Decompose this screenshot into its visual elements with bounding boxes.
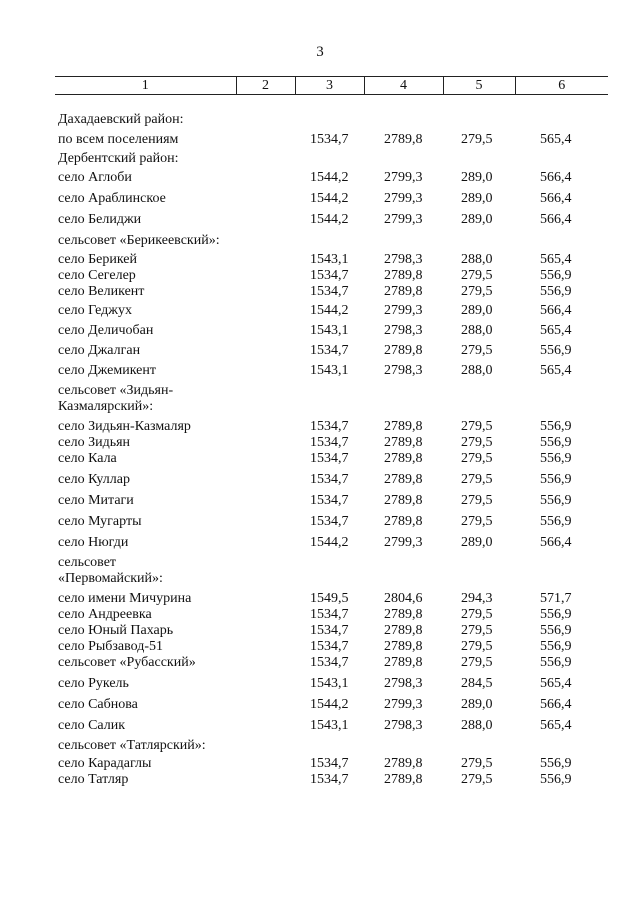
- cell-col-6: 556,9: [540, 451, 572, 466]
- cell-col-6: 556,9: [540, 623, 572, 638]
- header-col-5: 5: [443, 77, 515, 95]
- cell-col-3: 1534,7: [310, 132, 349, 147]
- cell-col-5: 279,5: [461, 756, 493, 771]
- cell-col-3: 1534,7: [310, 435, 349, 450]
- table-row: [58, 170, 618, 186]
- table-row: [58, 591, 618, 607]
- cell-col-5: 279,5: [461, 514, 493, 529]
- header-col-2: 2: [236, 77, 295, 95]
- cell-col-6: 556,9: [540, 435, 572, 450]
- row-label: сельсовет «Первомайский»:: [58, 555, 163, 586]
- row-label: село имени Мичурина: [58, 591, 192, 606]
- cell-col-4: 2789,8: [384, 493, 423, 508]
- table-row: [58, 772, 618, 788]
- table-row: [58, 756, 618, 772]
- cell-col-4: 2789,8: [384, 343, 423, 358]
- table-row: [58, 233, 618, 249]
- cell-col-3: 1544,2: [310, 212, 349, 227]
- cell-col-5: 288,0: [461, 363, 493, 378]
- table-row: [58, 268, 618, 284]
- cell-col-3: 1534,7: [310, 343, 349, 358]
- cell-col-6: 556,9: [540, 419, 572, 434]
- table-row: [58, 284, 618, 300]
- row-label: село Андреевка: [58, 607, 152, 622]
- table-row: [58, 607, 618, 623]
- table-row: [58, 718, 618, 734]
- cell-col-4: 2798,3: [384, 323, 423, 338]
- cell-col-5: 279,5: [461, 451, 493, 466]
- cell-col-4: 2799,3: [384, 697, 423, 712]
- table-row: [58, 363, 618, 379]
- cell-col-5: 279,5: [461, 772, 493, 787]
- cell-col-5: 284,5: [461, 676, 493, 691]
- row-label: сельсовет «Татлярский»:: [58, 738, 206, 753]
- table-row: [58, 555, 618, 587]
- cell-col-4: 2799,3: [384, 535, 423, 550]
- cell-col-3: 1544,2: [310, 303, 349, 318]
- cell-col-3: 1534,7: [310, 514, 349, 529]
- row-label: по всем поселениям: [58, 132, 179, 147]
- header-col-1: 1: [55, 77, 236, 95]
- row-label: село Геджух: [58, 303, 132, 318]
- cell-col-5: 289,0: [461, 170, 493, 185]
- table-row: [58, 738, 618, 754]
- row-label: село Рукель: [58, 676, 129, 691]
- cell-col-5: 279,5: [461, 284, 493, 299]
- cell-col-6: 565,4: [540, 323, 572, 338]
- table-row: [58, 343, 618, 359]
- cell-col-6: 556,9: [540, 493, 572, 508]
- cell-col-3: 1544,2: [310, 535, 349, 550]
- cell-col-5: 289,0: [461, 535, 493, 550]
- row-label: село Джалган: [58, 343, 141, 358]
- cell-col-6: 571,7: [540, 591, 572, 606]
- cell-col-4: 2799,3: [384, 212, 423, 227]
- row-label: село Сегелер: [58, 268, 136, 283]
- cell-col-3: 1543,1: [310, 252, 349, 267]
- cell-col-3: 1534,7: [310, 655, 349, 670]
- cell-col-6: 556,9: [540, 607, 572, 622]
- table-row: [58, 252, 618, 268]
- cell-col-4: 2799,3: [384, 170, 423, 185]
- cell-col-6: 566,4: [540, 535, 572, 550]
- cell-col-3: 1543,1: [310, 718, 349, 733]
- cell-col-6: 566,4: [540, 170, 572, 185]
- cell-col-3: 1549,5: [310, 591, 349, 606]
- cell-col-5: 279,5: [461, 655, 493, 670]
- cell-col-3: 1534,7: [310, 419, 349, 434]
- table-row: [58, 323, 618, 339]
- table-row: [58, 697, 618, 713]
- table-row: [58, 383, 618, 415]
- header-col-4: 4: [364, 77, 443, 95]
- cell-col-4: 2789,8: [384, 514, 423, 529]
- cell-col-4: 2798,3: [384, 676, 423, 691]
- row-label: село Аглоби: [58, 170, 132, 185]
- table-row: [58, 676, 618, 692]
- row-label: Дахадаевский район:: [58, 112, 184, 127]
- cell-col-5: 289,0: [461, 303, 493, 318]
- cell-col-4: 2789,8: [384, 772, 423, 787]
- cell-col-6: 565,4: [540, 132, 572, 147]
- cell-col-3: 1543,1: [310, 363, 349, 378]
- cell-col-4: 2789,8: [384, 284, 423, 299]
- table-row: [58, 535, 618, 551]
- cell-col-3: 1534,7: [310, 451, 349, 466]
- cell-col-5: 294,3: [461, 591, 493, 606]
- cell-col-4: 2799,3: [384, 191, 423, 206]
- table-row: [58, 112, 618, 128]
- cell-col-3: 1534,7: [310, 639, 349, 654]
- cell-col-3: 1534,7: [310, 756, 349, 771]
- cell-col-3: 1534,7: [310, 493, 349, 508]
- cell-col-3: 1534,7: [310, 772, 349, 787]
- table-header: [55, 76, 608, 95]
- cell-col-5: 288,0: [461, 323, 493, 338]
- cell-col-5: 279,5: [461, 419, 493, 434]
- cell-col-4: 2789,8: [384, 623, 423, 638]
- table-row: [58, 639, 618, 655]
- row-label: село Юный Пахарь: [58, 623, 174, 638]
- row-label: село Татляр: [58, 772, 129, 787]
- table-row: [58, 472, 618, 488]
- table-row: [58, 151, 618, 167]
- cell-col-6: 565,4: [540, 676, 572, 691]
- cell-col-3: 1534,7: [310, 623, 349, 638]
- cell-col-4: 2789,8: [384, 132, 423, 147]
- table-row: [58, 191, 618, 207]
- cell-col-6: 565,4: [540, 718, 572, 733]
- cell-col-6: 566,4: [540, 191, 572, 206]
- cell-col-6: 556,9: [540, 268, 572, 283]
- cell-col-6: 556,9: [540, 756, 572, 771]
- cell-col-3: 1544,2: [310, 697, 349, 712]
- row-label: село Великент: [58, 284, 145, 299]
- row-label: село Нюгди: [58, 535, 129, 550]
- row-label: сельсовет «Берикеевский»:: [58, 233, 220, 248]
- table-row: [58, 212, 618, 228]
- table-row: [58, 514, 618, 530]
- table-row: [58, 493, 618, 509]
- cell-col-4: 2789,8: [384, 756, 423, 771]
- cell-col-6: 566,4: [540, 697, 572, 712]
- cell-col-4: 2789,8: [384, 451, 423, 466]
- cell-col-6: 556,9: [540, 772, 572, 787]
- row-label: село Митаги: [58, 493, 134, 508]
- row-label: село Берикей: [58, 252, 137, 267]
- row-label: село Мугарты: [58, 514, 142, 529]
- cell-col-6: 565,4: [540, 363, 572, 378]
- cell-col-6: 565,4: [540, 252, 572, 267]
- cell-col-4: 2798,3: [384, 718, 423, 733]
- row-label: село Кала: [58, 451, 117, 466]
- cell-col-5: 279,5: [461, 472, 493, 487]
- table-row: [58, 419, 618, 435]
- page-number: 3: [316, 44, 324, 60]
- row-label: сельсовет «Зидьян- Казмалярский»:: [58, 383, 174, 414]
- cell-col-6: 556,9: [540, 472, 572, 487]
- cell-col-4: 2798,3: [384, 252, 423, 267]
- row-label: село Карадаглы: [58, 756, 152, 771]
- row-label: село Зидьян-Казмаляр: [58, 419, 191, 434]
- row-label: село Джемикент: [58, 363, 156, 378]
- row-label: село Деличобан: [58, 323, 154, 338]
- row-label: сельсовет «Рубасский»: [58, 655, 196, 670]
- cell-col-5: 288,0: [461, 718, 493, 733]
- cell-col-4: 2798,3: [384, 363, 423, 378]
- row-label: село Рыбзавод-51: [58, 639, 164, 654]
- header-col-3: 3: [295, 77, 364, 95]
- cell-col-3: 1534,7: [310, 607, 349, 622]
- table-row: [58, 435, 618, 451]
- table-row: [58, 451, 618, 467]
- cell-col-5: 289,0: [461, 191, 493, 206]
- cell-col-6: 566,4: [540, 212, 572, 227]
- cell-col-5: 279,5: [461, 343, 493, 358]
- cell-col-6: 556,9: [540, 284, 572, 299]
- cell-col-5: 289,0: [461, 697, 493, 712]
- table-row: [58, 132, 618, 148]
- cell-col-5: 279,5: [461, 268, 493, 283]
- row-label: Дербентский район:: [58, 151, 179, 166]
- table-body: [58, 112, 618, 788]
- cell-col-4: 2789,8: [384, 607, 423, 622]
- row-label: село Араблинское: [58, 191, 166, 206]
- table-row: [58, 303, 618, 319]
- cell-col-5: 289,0: [461, 212, 493, 227]
- cell-col-4: 2789,8: [384, 655, 423, 670]
- cell-col-6: 566,4: [540, 303, 572, 318]
- row-label: село Куллар: [58, 472, 130, 487]
- cell-col-6: 556,9: [540, 655, 572, 670]
- row-label: село Сабнова: [58, 697, 138, 712]
- row-label: село Белиджи: [58, 212, 142, 227]
- cell-col-6: 556,9: [540, 343, 572, 358]
- cell-col-4: 2789,8: [384, 639, 423, 654]
- cell-col-4: 2799,3: [384, 303, 423, 318]
- cell-col-5: 279,5: [461, 607, 493, 622]
- cell-col-4: 2789,8: [384, 435, 423, 450]
- cell-col-5: 279,5: [461, 493, 493, 508]
- header-col-6: 6: [515, 77, 608, 95]
- cell-col-4: 2789,8: [384, 472, 423, 487]
- cell-col-5: 279,5: [461, 435, 493, 450]
- cell-col-5: 279,5: [461, 639, 493, 654]
- table-row: [58, 655, 618, 671]
- cell-col-4: 2789,8: [384, 268, 423, 283]
- cell-col-3: 1534,7: [310, 268, 349, 283]
- cell-col-3: 1543,1: [310, 323, 349, 338]
- cell-col-4: 2804,6: [384, 591, 423, 606]
- cell-col-5: 288,0: [461, 252, 493, 267]
- cell-col-4: 2789,8: [384, 419, 423, 434]
- cell-col-3: 1544,2: [310, 170, 349, 185]
- cell-col-3: 1534,7: [310, 284, 349, 299]
- cell-col-3: 1543,1: [310, 676, 349, 691]
- cell-col-3: 1544,2: [310, 191, 349, 206]
- cell-col-6: 556,9: [540, 639, 572, 654]
- cell-col-6: 556,9: [540, 514, 572, 529]
- cell-col-5: 279,5: [461, 623, 493, 638]
- cell-col-5: 279,5: [461, 132, 493, 147]
- row-label: село Зидьян: [58, 435, 131, 450]
- row-label: село Салик: [58, 718, 126, 733]
- cell-col-3: 1534,7: [310, 472, 349, 487]
- table-row: [58, 623, 618, 639]
